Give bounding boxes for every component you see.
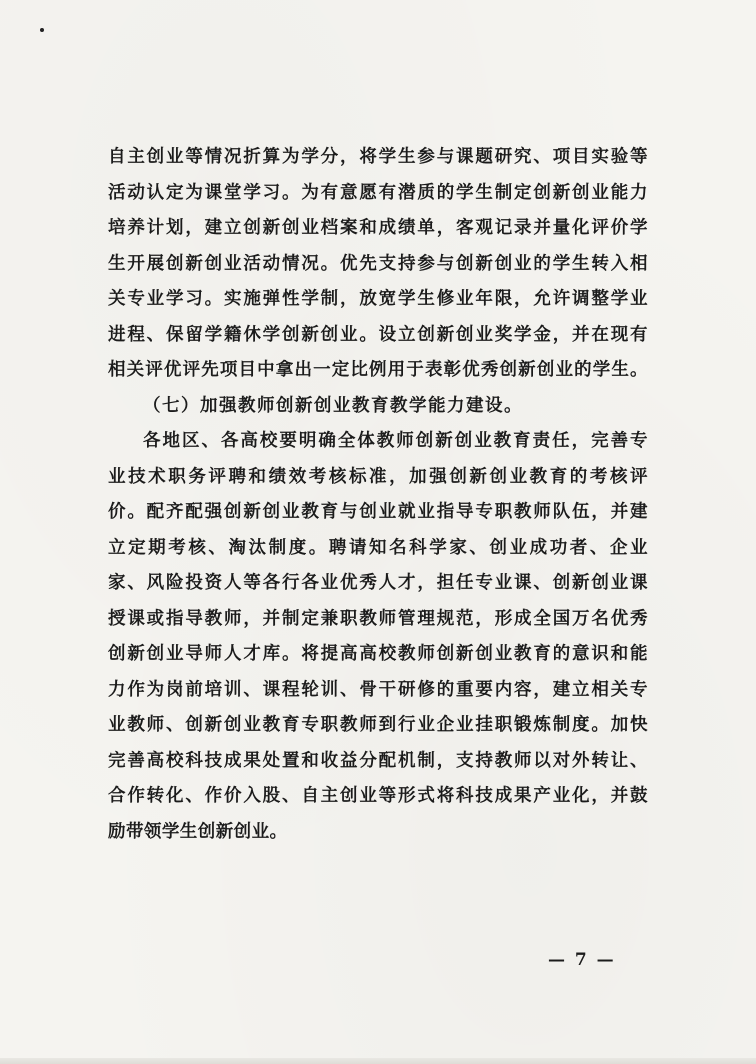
page-number: — 7 — <box>548 950 616 970</box>
paragraph-line: 立定期考核、淘汰制度。聘请知名科学家、创业成功者、企业 <box>108 537 648 558</box>
paragraph-line: 力作为岗前培训、课程轮训、骨干研修的重要内容，建立相关专 <box>108 679 648 700</box>
paragraph-line: 合作转化、作价入股、自主创业等形式将科技成果产业化，并鼓 <box>108 786 648 806</box>
scan-bottom-edge <box>0 1058 756 1064</box>
paragraph-line: 业技术职务评聘和绩效考核标准，加强创新创业教育的考核评 <box>108 466 648 487</box>
paragraph-line: 活动认定为课堂学习。为有意愿有潜质的学生制定创新创业能力 <box>108 182 648 203</box>
paragraph-line: 培养计划，建立创新创业档案和成绩单，客观记录并量化评价学 <box>108 218 648 238</box>
paragraph-line: 相关评优评先项目中拿出一定比例用于表彰优秀创新创业的学生。 <box>108 360 648 380</box>
paragraph-line: 业教师、创新创业教育专职教师到行业企业挂职锻炼制度。加快 <box>108 715 648 735</box>
paragraph-line: 价。配齐配强创新创业教育与创业就业指导专职教师队伍，并建 <box>108 502 648 522</box>
paragraph-line: 创新创业导师人才库。将提高高校教师创新创业教育的意识和能 <box>108 644 648 664</box>
body-text <box>108 140 648 850</box>
paragraph-line: 家、风险投资人等各行各业优秀人才，担任专业课、创新创业课 <box>108 573 648 593</box>
paragraph-line: 各地区、各高校要明确全体教师创新创业教育责任，完善专 <box>143 431 648 451</box>
paragraph-line: 进程、保留学籍休学创新创业。设立创新创业奖学金，并在现有 <box>108 324 648 345</box>
paragraph-line: 励带领学生创新创业。 <box>108 821 288 842</box>
scan-speck <box>40 28 44 32</box>
paragraph-line: 关专业学习。实施弹性学制，放宽学生修业年限，允许调整学业 <box>108 289 648 309</box>
paragraph-line: 生开展创新创业活动情况。优先支持参与创新创业的学生转入相 <box>108 253 648 274</box>
section-heading: （七）加强教师创新创业教育教学能力建设。 <box>143 395 523 416</box>
paragraph-line: 授课或指导教师，并制定兼职教师管理规范，形成全国万名优秀 <box>108 608 648 629</box>
paragraph-line: 自主创业等情况折算为学分，将学生参与课题研究、项目实验等 <box>108 147 648 167</box>
paragraph-line: 完善高校科技成果处置和收益分配机制，支持教师以对外转让、 <box>108 750 648 771</box>
